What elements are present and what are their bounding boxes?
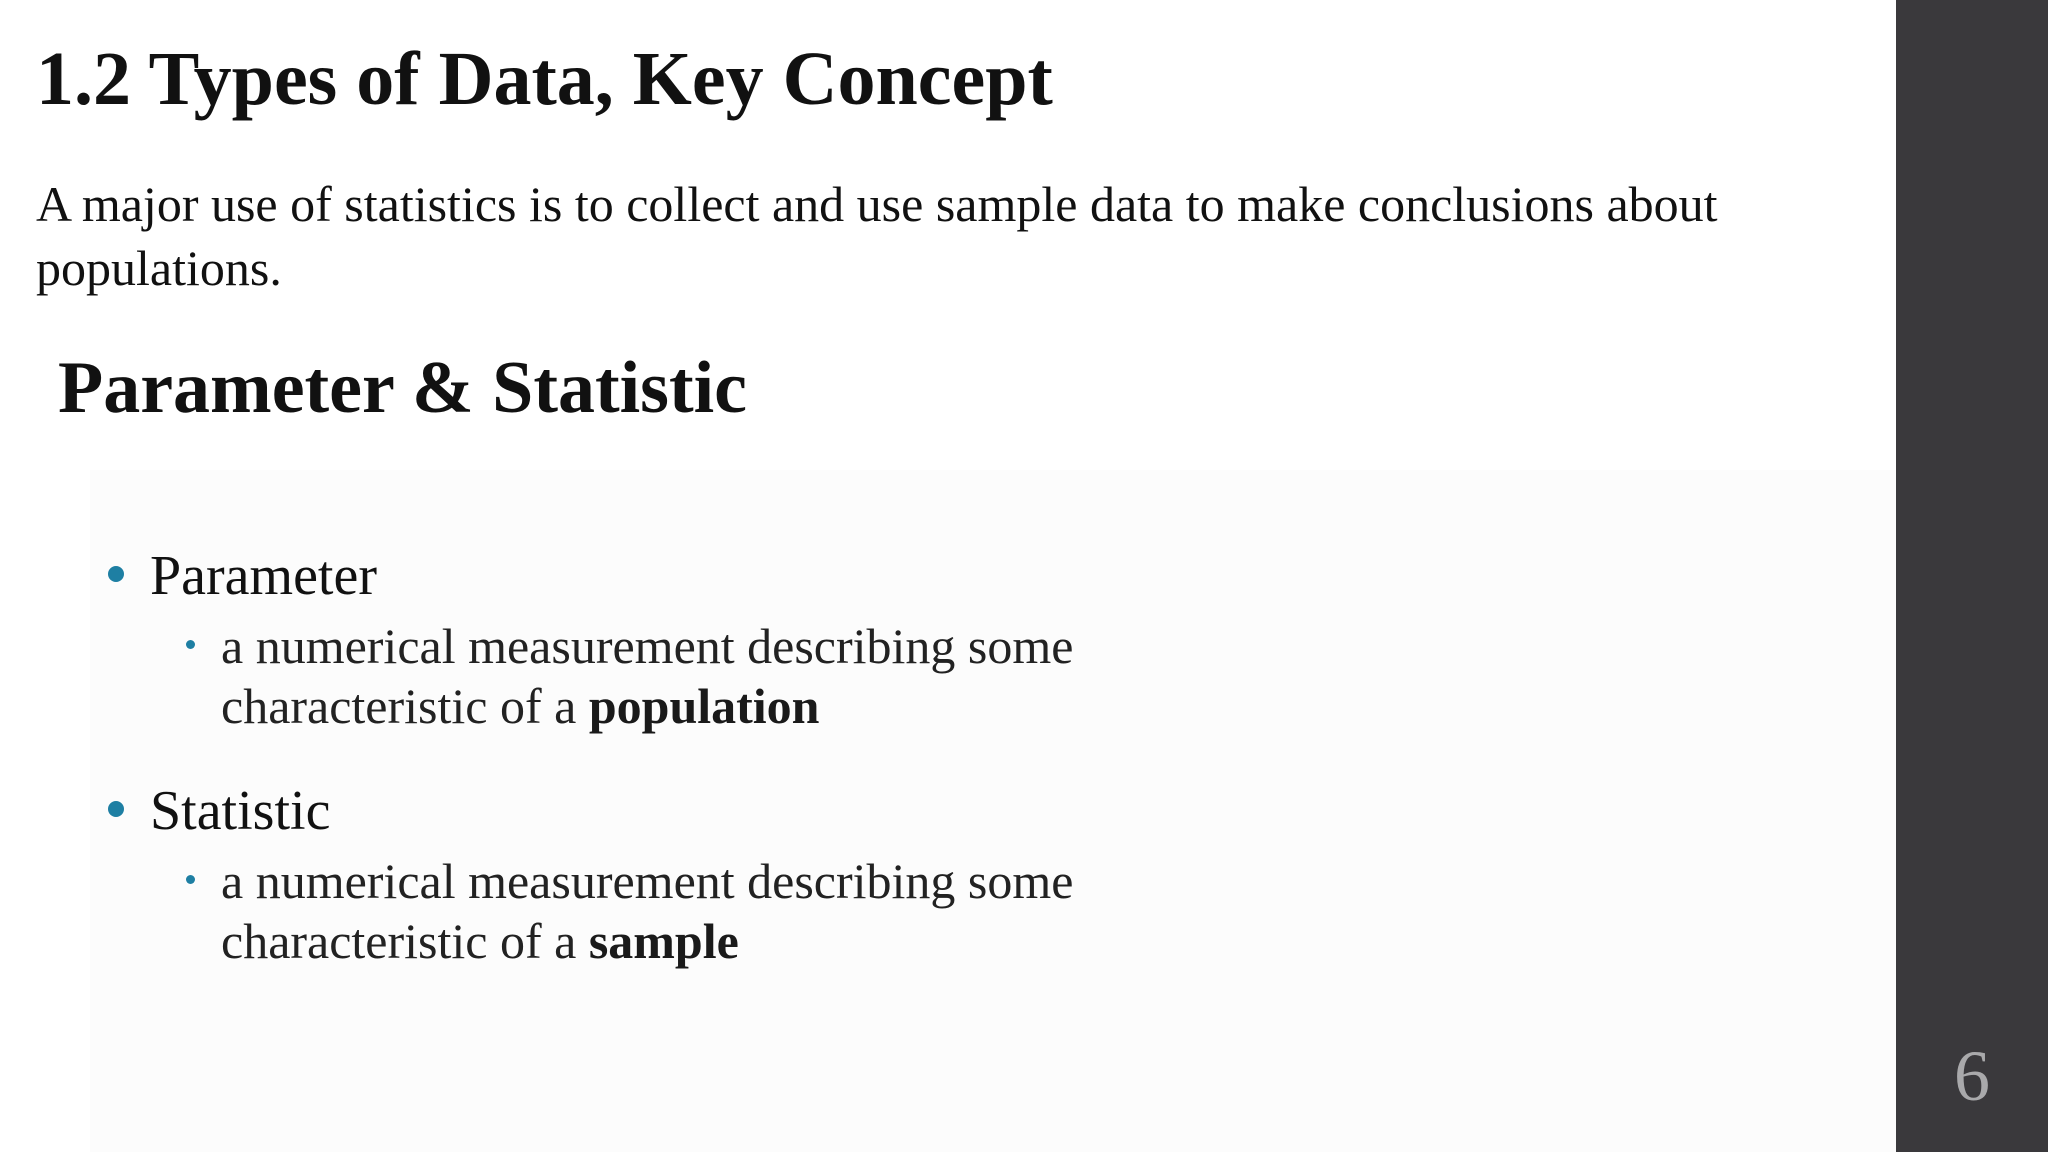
bullet-dot-icon <box>108 566 124 582</box>
sub-bullet-dot-icon <box>186 640 195 649</box>
bullet-parameter <box>108 545 377 607</box>
slide-title: 1.2 Types of Data, Key Concept <box>36 37 1053 121</box>
section-subtitle: Parameter & Statistic <box>58 347 748 429</box>
bullet-label: Parameter <box>150 545 377 607</box>
intro-paragraph: A major use of statistics is to collect and use sample data to make conclusions about populations. <box>36 176 1718 296</box>
sub-bullet-text <box>221 616 1221 736</box>
sub-bullet-parameter <box>186 616 1221 736</box>
sub-bullet-text <box>221 851 1221 971</box>
bullet-statistic <box>108 780 331 842</box>
bullet-dot-icon <box>108 801 124 817</box>
emphasis-term: population <box>588 678 820 734</box>
page-number: 6 <box>1954 1036 1990 1116</box>
definition-text: a numerical measurement describing some characteristic of a <box>221 853 1074 969</box>
definition-text: a numerical measurement describing some characteristic of a <box>221 618 1074 734</box>
sub-bullet-dot-icon <box>186 875 195 884</box>
sidebar-bar <box>1896 0 2048 1152</box>
sub-bullet-statistic <box>186 851 1221 971</box>
emphasis-term: sample <box>588 913 739 969</box>
bullet-label: Statistic <box>150 780 331 842</box>
